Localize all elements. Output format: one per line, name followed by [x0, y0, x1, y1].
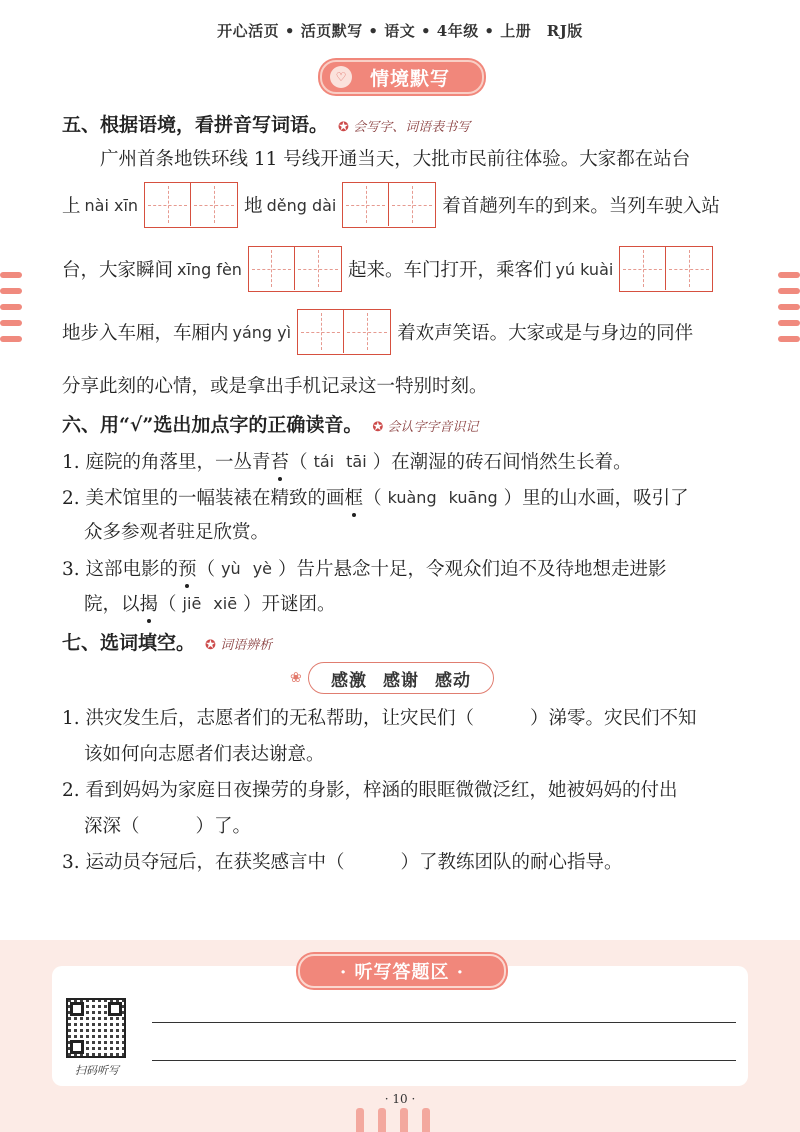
section-5-title: 五、根据语境，看拼音写词语。 ✪ 会写字、词语表书写	[62, 114, 471, 136]
heart-icon: ♡	[330, 66, 352, 88]
side-tab	[0, 320, 22, 326]
bottom-stripe	[400, 1108, 408, 1132]
paw-icon: ❀	[290, 670, 302, 686]
page-number: · 10 ·	[384, 1092, 416, 1106]
s7-q2: 2. 看到妈妈为家庭日夜操劳的身影，梓涵的眼眶微微泛红，她被妈妈的付出	[62, 780, 678, 801]
s6-q2-cont: 众多参观者驻足欣赏。	[84, 522, 270, 543]
s7-q3: 3. 运动员夺冠后，在获奖感言中（ ）了教练团队的耐心指导。	[62, 852, 623, 873]
dotted-char: 框	[345, 484, 364, 510]
option-q3-c[interactable]: jiē	[182, 593, 202, 613]
writing-grid-2[interactable]	[342, 182, 436, 228]
bottom-stripe	[378, 1108, 386, 1132]
s7-q1-cont: 该如何向志愿者们表达谢意。	[84, 744, 325, 765]
answer-area-title: · 听写答题区 ·	[298, 954, 506, 988]
dotted-char: 苔	[271, 448, 290, 474]
side-tab	[0, 288, 22, 294]
para-line-1: 广州首条地铁环线 11 号线开通当天，大批市民前往体验。大家都在站台	[100, 149, 691, 170]
pinyin-1: nài xīn	[84, 195, 139, 215]
word-option: 感动	[435, 670, 471, 691]
section-6-sub: ✪ 会认字字音识记	[372, 420, 479, 435]
bottom-stripe	[356, 1108, 364, 1132]
s6-q2: 2. 美术馆里的一幅装裱在精致的画 框 （ kuàng kuāng ）里的山水画，吸引了	[62, 484, 689, 510]
side-tab	[778, 336, 800, 342]
dotted-char: 揭	[140, 590, 159, 616]
side-tab	[0, 272, 22, 278]
option-q2-b[interactable]: kuāng	[448, 487, 498, 507]
para-line-2: 上 nài xīn 地 děng dài 着首趟列车的到来。当列车驶入站	[62, 182, 720, 228]
writing-grid-5[interactable]	[297, 309, 391, 355]
section-5-sub: ✪ 会写字、词语表书写	[338, 120, 471, 135]
side-tab	[778, 288, 800, 294]
banner-label: 情境默写	[369, 67, 450, 90]
dotted-char: 预	[178, 555, 197, 581]
bottom-stripe	[422, 1108, 430, 1132]
option-q2-a[interactable]: kuàng	[387, 487, 437, 507]
section-7-sub: ✪ 词语辨析	[205, 638, 273, 653]
word-option: 感谢	[383, 670, 419, 691]
word-option: 感激	[331, 670, 367, 691]
writing-line-2[interactable]	[152, 1060, 736, 1061]
pinyin-5: yáng yì	[232, 322, 292, 342]
star-icon: ✪	[372, 420, 384, 435]
side-tab	[778, 304, 800, 310]
s6-q3-cont: 院，以 揭 （ jiē xiē ）开谜团。	[84, 590, 336, 616]
pinyin-2: děng dài	[266, 195, 337, 215]
option-q3-b[interactable]: yè	[252, 558, 272, 578]
s6-q3: 3. 这部电影的 预 （ yù yè ）告片悬念十足，令观众们迫不及待地想走进影	[62, 555, 667, 581]
writing-grid-3[interactable]	[248, 246, 342, 292]
writing-grid-1[interactable]	[144, 182, 238, 228]
option-q1-b[interactable]: tāi	[346, 451, 367, 471]
section-6-title: 六、用“√”选出加点字的正确读音。 ✪ 会认字字音识记	[62, 414, 479, 436]
side-tab	[0, 336, 22, 342]
writing-grid-4[interactable]	[619, 246, 713, 292]
star-icon: ✪	[338, 120, 349, 135]
option-q3-a[interactable]: yù	[221, 558, 241, 578]
para-line-3: 台，大家瞬间 xīng fèn 起来。车门打开，乘客们 yú kuài	[62, 246, 713, 292]
para-line-4: 地步入车厢，车厢内 yáng yì 着欢声笑语。大家或是与身边的同伴	[62, 309, 693, 355]
pinyin-3: xīng fèn	[177, 259, 242, 279]
star-icon: ✪	[205, 638, 216, 653]
side-tab	[778, 272, 800, 278]
qr-code-icon[interactable]	[66, 998, 126, 1058]
option-q1-a[interactable]: tái	[313, 451, 335, 471]
s7-q1: 1. 洪灾发生后，志愿者们的无私帮助，让灾民们（ ）涕零。灾民们不知	[62, 708, 697, 729]
s6-q1: 1. 庭院的角落里，一丛青 苔 （ tái tāi ）在潮湿的砖石间悄然生长着。	[62, 448, 632, 474]
pinyin-4: yú kuài	[555, 259, 614, 279]
section-7-title: 七、选词填空。 ✪ 词语辨析	[62, 632, 273, 654]
side-tab	[0, 304, 22, 310]
section-banner	[320, 60, 484, 94]
page-header: 开心活页 • 活页默写 • 语文 • 4年级 • 上册 RJ版	[217, 22, 583, 40]
writing-line-1[interactable]	[152, 1022, 736, 1023]
option-q3-d[interactable]: xiē	[213, 593, 238, 613]
qr-label: 扫码听写	[75, 1064, 119, 1077]
side-tab	[778, 320, 800, 326]
word-bank	[308, 662, 494, 694]
para-line-5: 分享此刻的心情，或是拿出手机记录这一特别时刻。	[62, 376, 488, 397]
s7-q2-cont: 深深（ ）了。	[84, 816, 252, 837]
